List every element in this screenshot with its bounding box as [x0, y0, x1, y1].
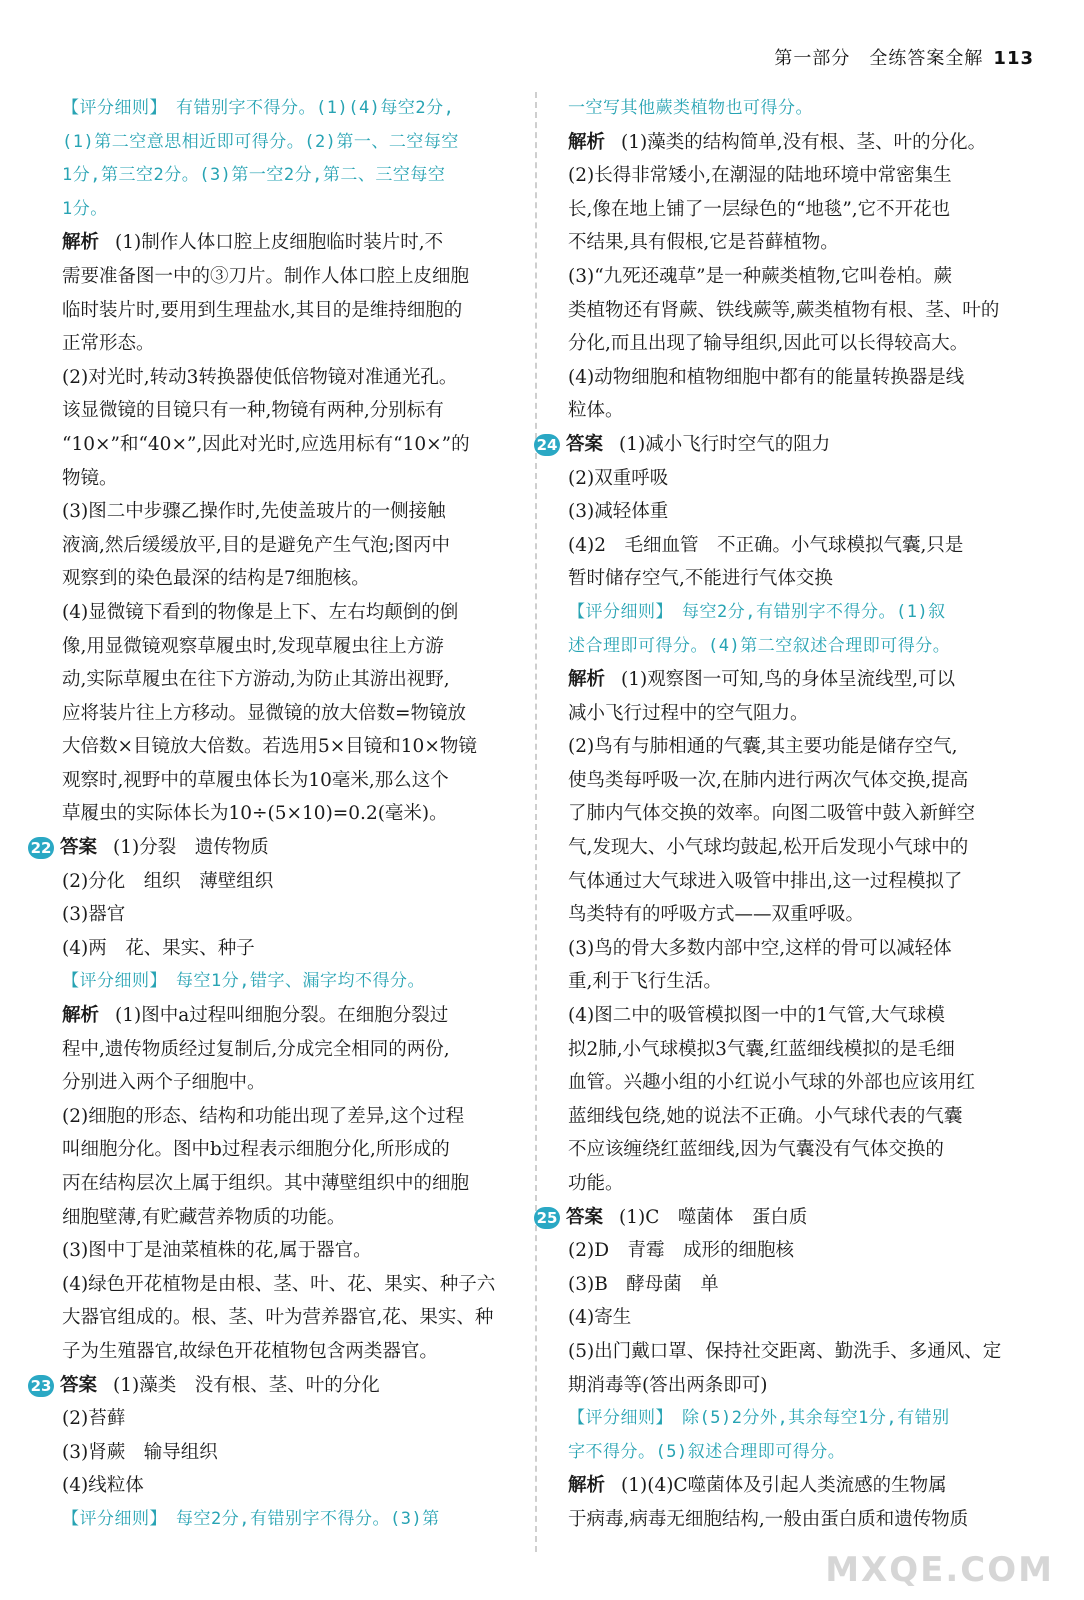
text-line: (2)长得非常矮小,在潮湿的陆地环境中常密集生 [568, 165, 952, 187]
page-header [774, 44, 1034, 70]
analysis-text: (1)制作人体口腔上皮细胞临时装片时,不 [115, 232, 444, 254]
text-line: (3)B 酵母菌 单 [568, 1273, 719, 1295]
text-line: 长,像在地上铺了一层绿色的“地毯”,它不开花也 [568, 198, 951, 220]
header-title: 第一部分 全练答案全解 [774, 48, 984, 69]
text-line: 动,实际草履虫在往下方游动,为防止其游出视野, [62, 669, 450, 691]
question-number-badge: 25 [534, 1207, 560, 1229]
answer-text: (1)减小飞行时空气的阻力 [619, 433, 831, 455]
text-line: (4)线粒体 [62, 1475, 144, 1497]
scoring-note-line: 述合理即可得分。(4)第二空叙述合理即可得分。 [568, 635, 951, 656]
answer-text: (1)C 噬菌体 蛋白质 [619, 1206, 808, 1228]
scoring-note-line: 【评分细则】 有错别字不得分。(1)(4)每空2分, [62, 98, 455, 118]
text-line: 观察到的染色最深的结构是7细胞核。 [62, 568, 370, 590]
text-line: (5)出门戴口罩、保持社交距离、勤洗手、多通风、定 [568, 1340, 1002, 1362]
text-line: 子为生殖器官,故绿色开花植物包含两类器官。 [62, 1340, 438, 1362]
text-line: 像,用显微镜观察草履虫时,发现草履虫往上方游 [62, 635, 444, 657]
text-line: 蓝细线包绕,她的说法不正确。小气球代表的气囊 [568, 1105, 963, 1127]
text-line: 应将装片往上方移动。显微镜的放大倍数=物镜放 [62, 702, 467, 724]
scoring-note-line: 1分。 [62, 198, 108, 219]
text-line: 草履虫的实际体长为10÷(5×10)=0.2(毫米)。 [62, 803, 448, 825]
answer-line [30, 1369, 522, 1403]
text-line: (2)细胞的形态、结构和功能出现了差异,这个过程 [62, 1105, 465, 1127]
text-line: (4)绿色开花植物是由根、茎、叶、花、果实、种子六 [62, 1273, 496, 1295]
answer-line [536, 1201, 1028, 1235]
analysis-line [62, 999, 522, 1033]
text-line: (2)对光时,转动3转换器使低倍物镜对准通光孔。 [62, 366, 458, 388]
text-line: (3)减轻体重 [568, 501, 669, 523]
analysis-text: (1)藻类的结构简单,没有根、茎、叶的分化。 [621, 131, 987, 153]
text-line: 液滴,然后缓缓放平,目的是避免产生气泡;图丙中 [62, 534, 450, 556]
text-line: 了肺内气体交换的效率。向图二吸管中鼓入新鲜空 [568, 803, 976, 825]
text-line: (3)图二中步骤乙操作时,先使盖玻片的一侧接触 [62, 501, 446, 523]
scoring-note-line: 【评分细则】 除(5)2分外,其余每空1分,有错别 [568, 1408, 950, 1429]
text-line: (4)寄生 [568, 1307, 632, 1329]
answer-label: 答案 [60, 837, 98, 859]
answer-label: 答案 [566, 1206, 604, 1228]
text-line: 程中,遗传物质经过复制后,分成完全相同的两份, [62, 1038, 450, 1060]
text-line: 重,利于飞行生活。 [568, 971, 722, 993]
text-line: 暂时储存空气,不能进行气体交换 [568, 568, 833, 590]
text-line: (4)2 毛细血管 不正确。小气球模拟气囊,只是 [568, 534, 964, 556]
answer-line [536, 428, 1028, 462]
analysis-label: 解析 [568, 131, 606, 153]
right-column [536, 92, 1028, 1537]
text-line: (2)分化 组织 薄壁组织 [62, 870, 274, 892]
scoring-note-line: 一空写其他蕨类植物也可得分。 [568, 98, 813, 118]
text-line: 临时装片时,要用到生理盐水,其目的是维持细胞的 [62, 299, 463, 321]
scoring-note-line: (1)第二空意思相近即可得分。(2)第一、二空每空 [62, 131, 459, 152]
text-line: 大器官组成的。根、茎、叶为营养器官,花、果实、种 [62, 1307, 494, 1329]
text-line: 功能。 [568, 1173, 624, 1194]
analysis-label: 解析 [568, 1475, 606, 1497]
scoring-note-line: 【评分细则】 每空2分,有错别字不得分。(1)叙 [568, 601, 946, 622]
text-line: 气,发现大、小气球均鼓起,松开后发现小气球中的 [568, 837, 969, 859]
text-line: 丙在结构层次上属于组织。其中薄壁组织中的细胞 [62, 1173, 470, 1194]
text-line: (3)器官 [62, 904, 126, 926]
question-number-badge: 22 [28, 837, 54, 859]
text-line: 分别进入两个子细胞中。 [62, 1072, 266, 1094]
text-line: 不应该缠绕红蓝细线,因为气囊没有气体交换的 [568, 1139, 944, 1161]
text-line: (4)动物细胞和植物细胞中都有的能量转换器是线 [568, 366, 965, 388]
text-line: (2)D 青霉 成形的细胞核 [568, 1240, 795, 1262]
answer-text: (1)藻类 没有根、茎、叶的分化 [113, 1374, 380, 1396]
answer-text: (1)分裂 遗传物质 [113, 837, 269, 859]
text-line: (2)双重呼吸 [568, 467, 669, 489]
text-line: (4)图二中的吸管模拟图一中的1气管,大气球模 [568, 1005, 945, 1027]
analysis-text: (1)图中a过程叫细胞分裂。在细胞分裂过 [115, 1005, 449, 1027]
answer-label: 答案 [566, 433, 604, 455]
analysis-label: 解析 [62, 232, 100, 254]
text-line: 大倍数×目镜放大倍数。若选用5×目镜和10×物镜 [62, 736, 477, 758]
scoring-note-line: 1分,第三空2分。(3)第一空2分,第二、三空每空 [62, 165, 446, 186]
text-line: 气体通过大气球进入吸管中排出,这一过程模拟了 [568, 870, 963, 892]
text-line: 正常形态。 [62, 333, 155, 355]
text-line: “10×”和“40×”,因此对光时,应选用标有“10×”的 [62, 433, 470, 455]
text-line: 拟2肺,小气球模拟3气囊,红蓝细线模拟的是毛细 [568, 1038, 955, 1060]
text-line: 细胞壁薄,有贮藏营养物质的功能。 [62, 1206, 346, 1228]
watermark: MXQE.COM [825, 1550, 1054, 1590]
analysis-label: 解析 [62, 1005, 100, 1027]
text-line: 需要准备图一中的③刀片。制作人体口腔上皮细胞 [62, 265, 470, 287]
text-line: (3)图中丁是油菜植株的花,属于器官。 [62, 1240, 372, 1262]
text-line: (4)两 花、果实、种子 [62, 937, 255, 959]
scoring-note-line: 字不得分。(5)叙述合理即可得分。 [568, 1441, 846, 1462]
analysis-line [62, 226, 522, 260]
analysis-text: (1)(4)C噬菌体及引起人类流感的生物属 [621, 1475, 947, 1497]
analysis-line [568, 663, 1028, 697]
answer-line [30, 831, 522, 865]
text-line: 于病毒,病毒无细胞结构,一般由蛋白质和遗传物质 [568, 1508, 969, 1530]
text-line: 期消毒等(答出两条即可) [568, 1374, 768, 1396]
scoring-note-line: 【评分细则】 每空2分,有错别字不得分。(3)第 [62, 1508, 440, 1529]
text-line: 观察时,视野中的草履虫体长为10毫米,那么这个 [62, 769, 449, 791]
text-line: 该显微镜的目镜只有一种,物镜有两种,分别标有 [62, 400, 444, 422]
page-number: 113 [993, 48, 1034, 69]
text-line: 使鸟类每呼吸一次,在肺内进行两次气体交换,提高 [568, 769, 969, 791]
text-line: 类植物还有肾蕨、铁线蕨等,蕨类植物有根、茎、叶的 [568, 299, 1000, 321]
text-line: (2)鸟有与肺相通的气囊,其主要功能是储存空气, [568, 736, 958, 758]
analysis-line [568, 1469, 1028, 1503]
answer-label: 答案 [60, 1374, 98, 1396]
scoring-note-line: 【评分细则】 每空1分,错字、漏字均不得分。 [62, 971, 425, 992]
text-line: 粒体。 [568, 400, 624, 422]
left-column [30, 92, 522, 1537]
text-line: (3)鸟的骨大多数内部中空,这样的骨可以减轻体 [568, 937, 952, 959]
text-line: 血管。兴趣小组的小红说小气球的外部也应该用红 [568, 1072, 976, 1094]
text-line: 不结果,具有假根,它是苔藓植物。 [568, 232, 839, 254]
text-line: (2)苔藓 [62, 1408, 126, 1430]
question-number-badge: 24 [534, 434, 560, 456]
text-line: 物镜。 [62, 467, 118, 489]
text-line: 鸟类特有的呼吸方式——双重呼吸。 [568, 904, 865, 926]
text-line: 减小飞行过程中的空气阻力。 [568, 702, 809, 724]
text-line: 分化,而且出现了输导组织,因此可以长得较高大。 [568, 333, 969, 355]
text-line: (3)“九死还魂草”是一种蕨类植物,它叫卷柏。蕨 [568, 265, 953, 287]
question-number-badge: 23 [28, 1375, 54, 1397]
analysis-text: (1)观察图一可知,鸟的身体呈流线型,可以 [621, 669, 955, 691]
text-line: (3)肾蕨 输导组织 [62, 1441, 218, 1463]
text-line: 叫细胞分化。图中b过程表示细胞分化,所形成的 [62, 1139, 450, 1161]
text-line: (4)显微镜下看到的物像是上下、左右均颠倒的倒 [62, 601, 459, 623]
column-divider [535, 92, 537, 1552]
analysis-line [568, 126, 1028, 160]
analysis-label: 解析 [568, 669, 606, 691]
